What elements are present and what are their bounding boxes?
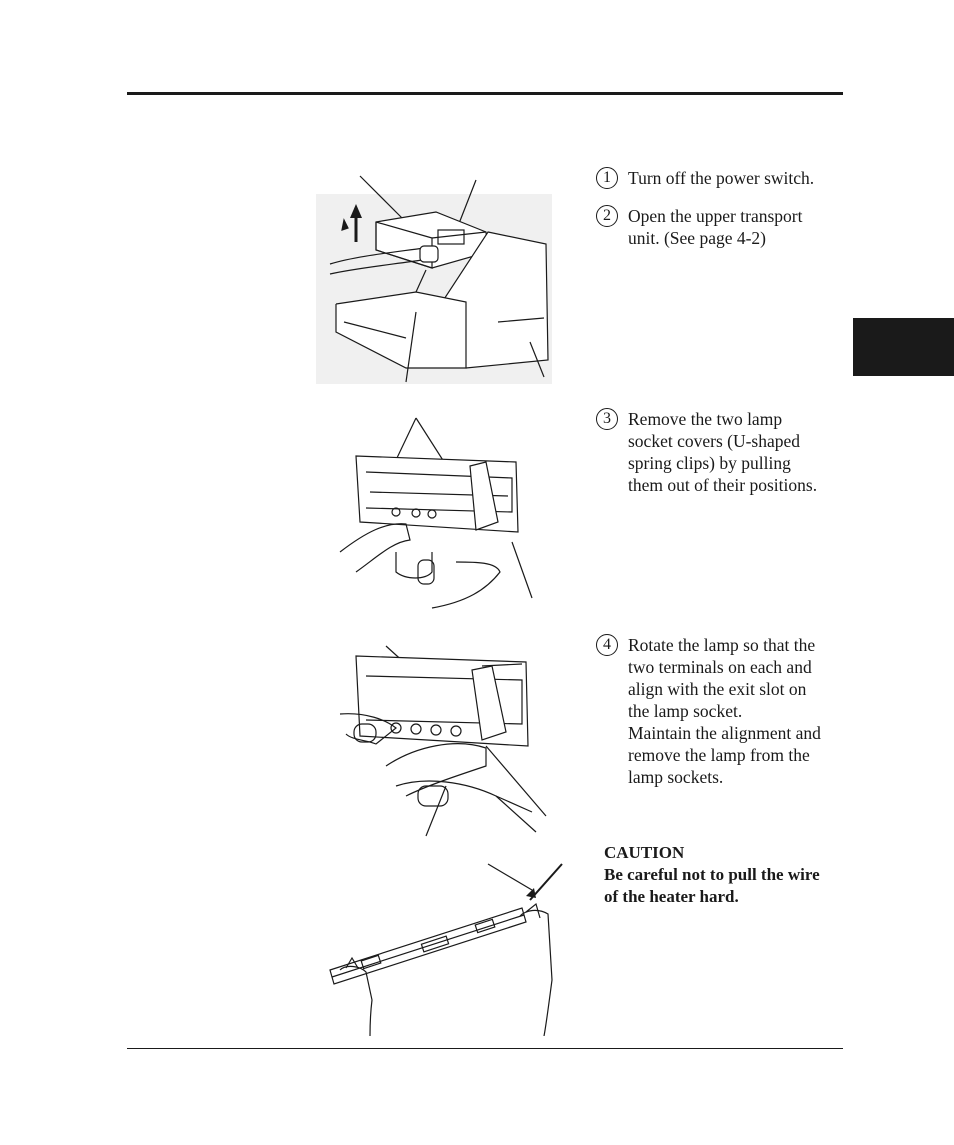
chapter-tab [853, 318, 954, 376]
step-text: Remove the two lamp socket covers (U-shaped spring clips) by pulling them out of their positions. [628, 409, 818, 495]
footer-rule [127, 1048, 843, 1049]
step-text: Rotate the lamp so that the two terminals on each and align with the exit slot on the lamp socket. Maintain the alignment and remove the lamp from the lamp sockets. [628, 635, 821, 787]
step-number: 1 [596, 167, 618, 189]
figure-socket-covers [336, 412, 536, 612]
step-number: 2 [596, 205, 618, 227]
figure-rotate-lamp [336, 636, 551, 841]
step-2 [596, 205, 846, 249]
step-text: Open the upper transport unit. (See page 4-2) [628, 206, 803, 248]
header-rule [127, 92, 843, 95]
step-number: 3 [596, 408, 618, 430]
step-number: 4 [596, 634, 618, 656]
caution-title: CAUTION [604, 843, 685, 862]
step-text: Turn off the power switch. [628, 168, 815, 188]
step-4 [596, 634, 846, 788]
step-1 [596, 167, 846, 189]
caution-note [604, 842, 820, 908]
step-3 [596, 408, 846, 496]
caution-body: Be careful not to pull the wire of the heater hard. [604, 865, 820, 906]
figure-open-transport-unit [316, 172, 556, 387]
figure-lamp-removal [326, 860, 566, 1036]
